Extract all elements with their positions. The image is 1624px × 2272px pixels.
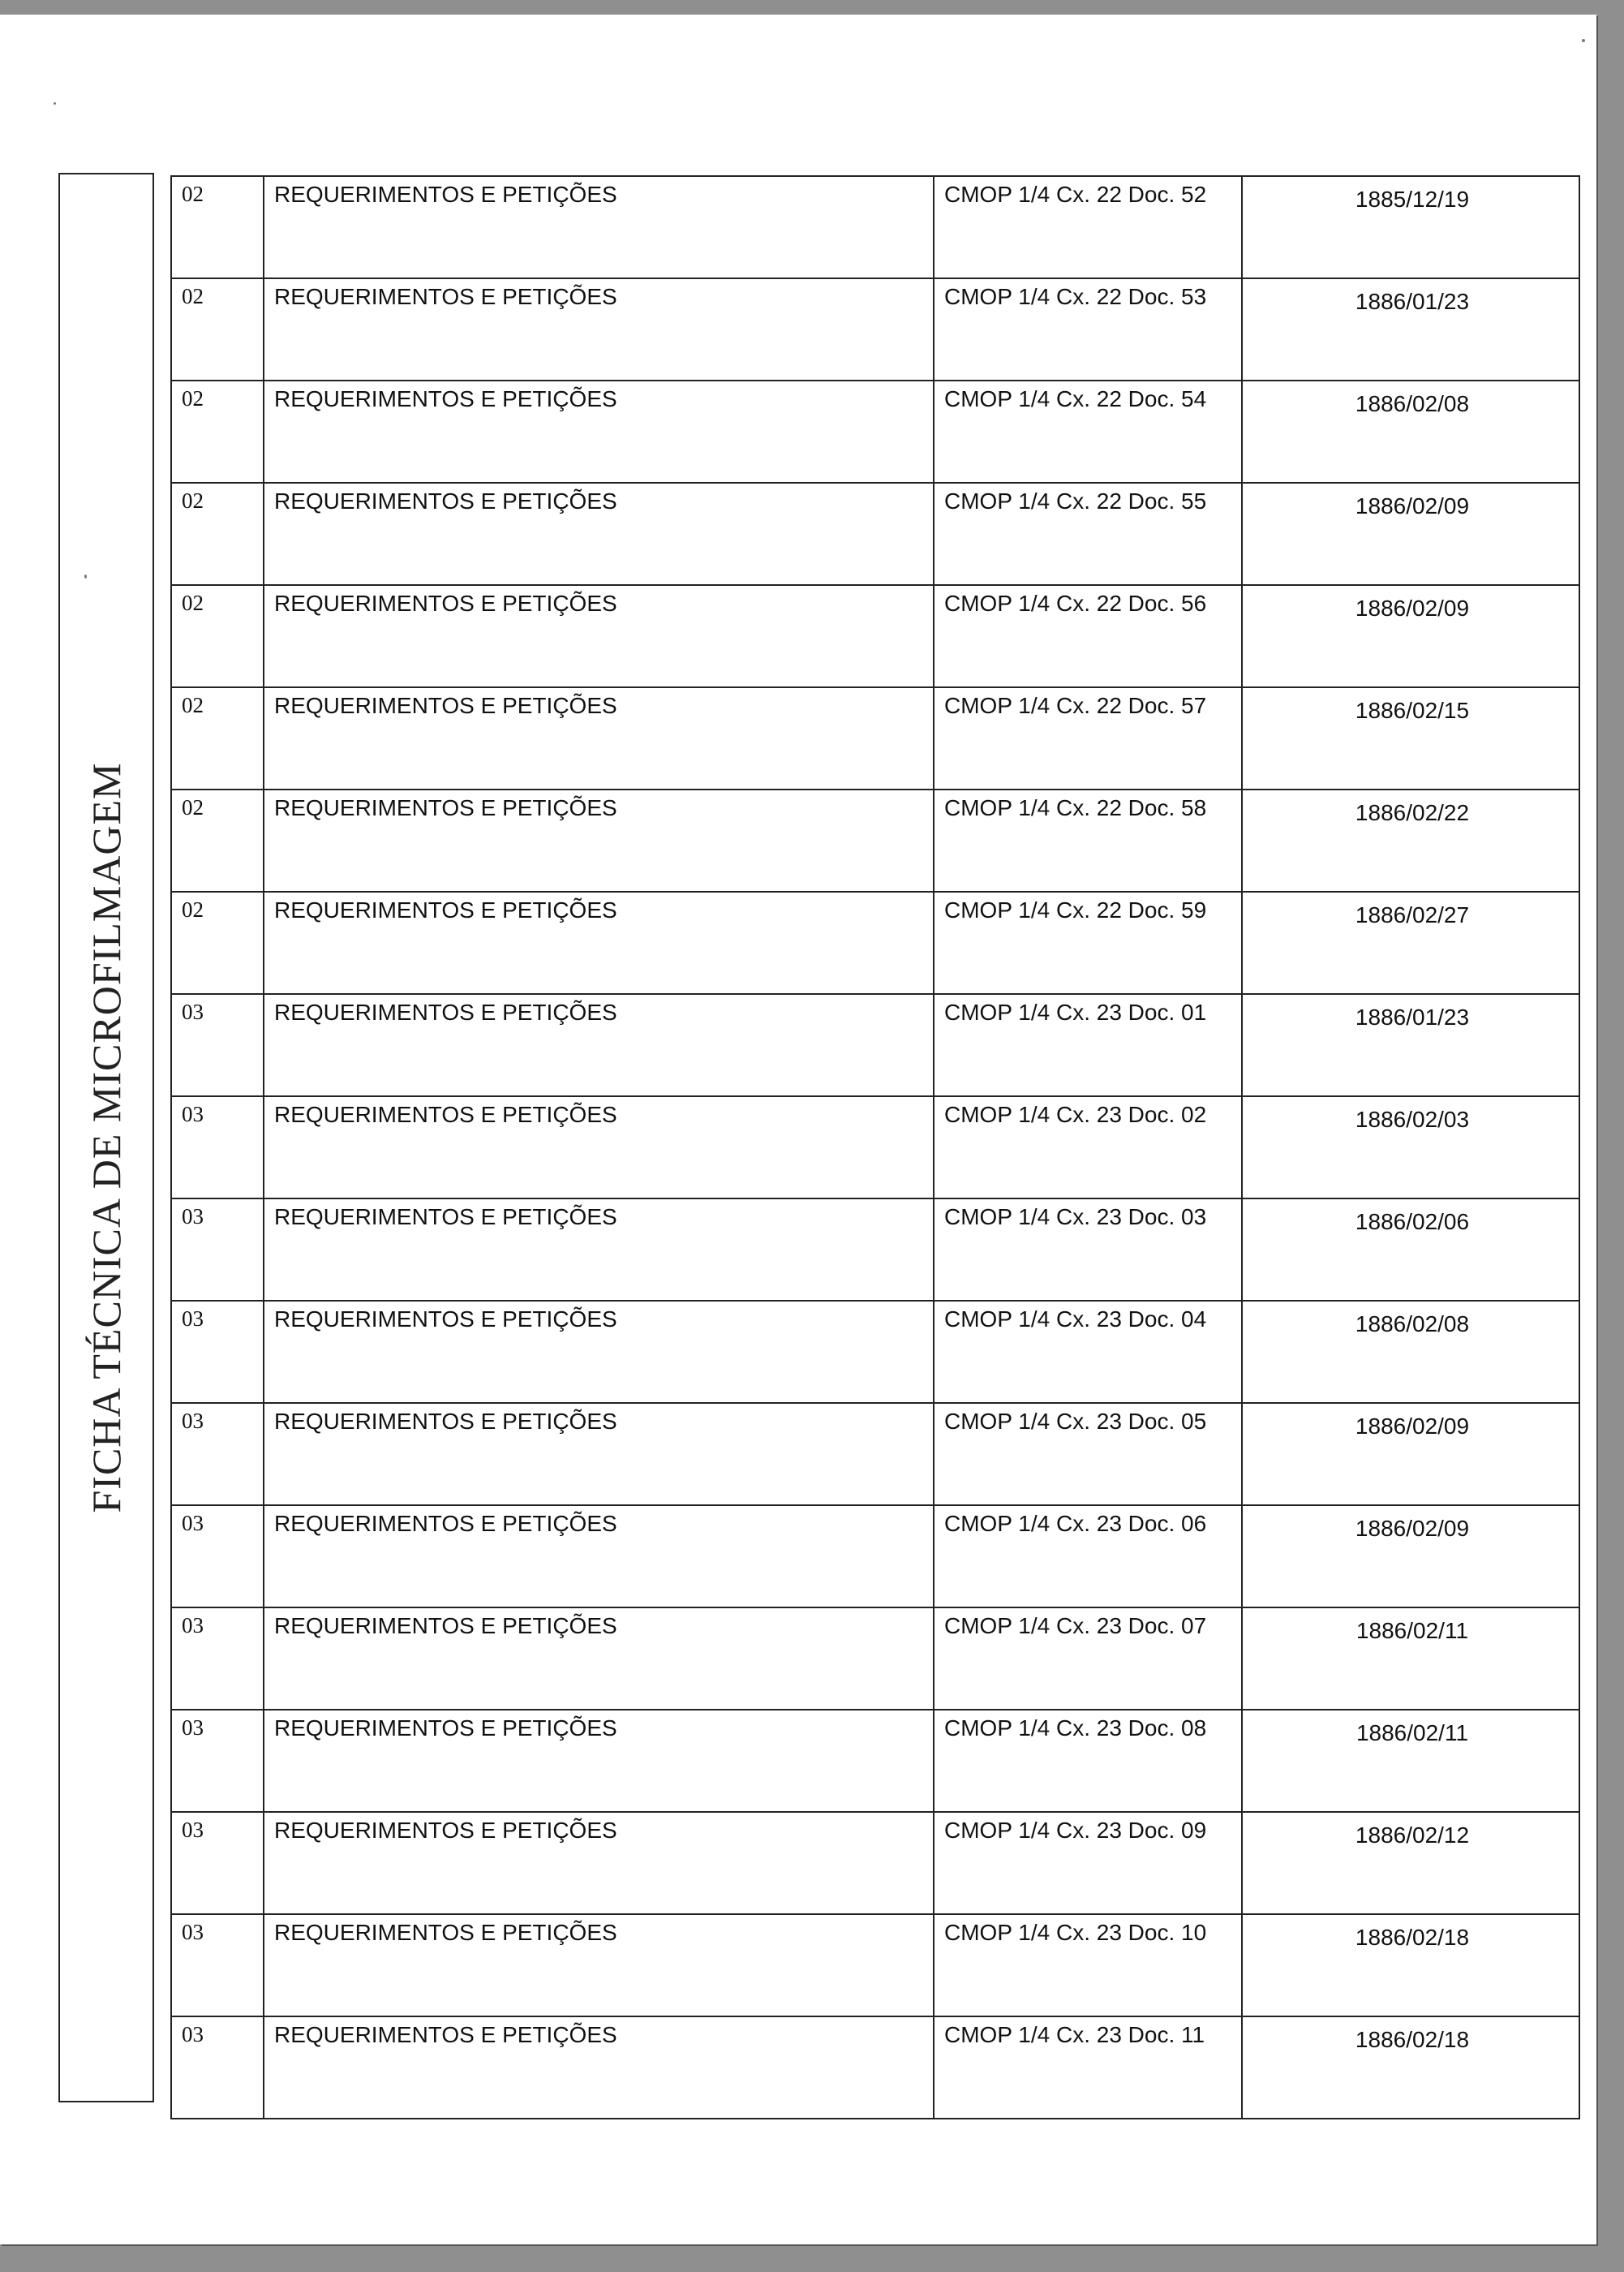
document-type-cell: REQUERIMENTOS E PETIÇÕES xyxy=(264,1403,934,1505)
date-cell: 1886/02/27 xyxy=(1242,892,1579,994)
row-number-cell: 02 xyxy=(171,687,264,790)
scan-speck xyxy=(1582,39,1585,42)
table-row xyxy=(171,1505,1579,1607)
reference-cell: CMOP 1/4 Cx. 23 Doc. 03 xyxy=(934,1198,1242,1301)
reference-cell: CMOP 1/4 Cx. 22 Doc. 59 xyxy=(934,892,1242,994)
document-type-cell: REQUERIMENTOS E PETIÇÕES xyxy=(264,176,934,278)
table-row xyxy=(171,483,1579,585)
row-number-cell: 03 xyxy=(171,1096,264,1198)
date-cell: 1886/01/23 xyxy=(1242,994,1579,1096)
date-cell: 1886/02/11 xyxy=(1242,1607,1579,1710)
date-cell: 1886/02/12 xyxy=(1242,1812,1579,1914)
table-row xyxy=(171,1812,1579,1914)
document-type-cell: REQUERIMENTOS E PETIÇÕES xyxy=(264,1607,934,1710)
row-number-cell: 03 xyxy=(171,1812,264,1914)
reference-cell: CMOP 1/4 Cx. 23 Doc. 06 xyxy=(934,1505,1242,1607)
row-number-cell: 03 xyxy=(171,1710,264,1812)
date-cell: 1885/12/19 xyxy=(1242,176,1579,278)
table-row xyxy=(171,585,1579,687)
row-number-cell: 02 xyxy=(171,176,264,278)
table-row xyxy=(171,687,1579,790)
row-number-cell: 03 xyxy=(171,1301,264,1403)
scan-speck xyxy=(84,574,87,579)
reference-cell: CMOP 1/4 Cx. 23 Doc. 10 xyxy=(934,1914,1242,2016)
row-number-cell: 03 xyxy=(171,1505,264,1607)
table-row xyxy=(171,1914,1579,2016)
document-type-cell: REQUERIMENTOS E PETIÇÕES xyxy=(264,1710,934,1812)
row-number-cell: 03 xyxy=(171,1607,264,1710)
row-number-cell: 03 xyxy=(171,1914,264,2016)
row-number-cell: 02 xyxy=(171,790,264,892)
document-type-cell: REQUERIMENTOS E PETIÇÕES xyxy=(264,892,934,994)
document-type-cell: REQUERIMENTOS E PETIÇÕES xyxy=(264,994,934,1096)
date-cell: 1886/02/08 xyxy=(1242,381,1579,483)
row-number-cell: 02 xyxy=(171,381,264,483)
date-cell: 1886/02/11 xyxy=(1242,1710,1579,1812)
date-cell: 1886/02/15 xyxy=(1242,687,1579,790)
reference-cell: CMOP 1/4 Cx. 22 Doc. 52 xyxy=(934,176,1242,278)
document-type-cell: REQUERIMENTOS E PETIÇÕES xyxy=(264,790,934,892)
document-table-body xyxy=(171,176,1579,2119)
row-number-cell: 02 xyxy=(171,278,264,381)
document-type-cell: REQUERIMENTOS E PETIÇÕES xyxy=(264,585,934,687)
row-number-cell: 03 xyxy=(171,2016,264,2119)
reference-cell: CMOP 1/4 Cx. 23 Doc. 04 xyxy=(934,1301,1242,1403)
date-cell: 1886/01/23 xyxy=(1242,278,1579,381)
side-label-box xyxy=(58,173,154,2102)
reference-cell: CMOP 1/4 Cx. 22 Doc. 53 xyxy=(934,278,1242,381)
table-row xyxy=(171,790,1579,892)
scanned-page xyxy=(0,15,1596,2244)
reference-cell: CMOP 1/4 Cx. 22 Doc. 58 xyxy=(934,790,1242,892)
reference-cell: CMOP 1/4 Cx. 22 Doc. 54 xyxy=(934,381,1242,483)
date-cell: 1886/02/03 xyxy=(1242,1096,1579,1198)
document-type-cell: REQUERIMENTOS E PETIÇÕES xyxy=(264,1812,934,1914)
reference-cell: CMOP 1/4 Cx. 23 Doc. 08 xyxy=(934,1710,1242,1812)
reference-cell: CMOP 1/4 Cx. 22 Doc. 56 xyxy=(934,585,1242,687)
table-row xyxy=(171,2016,1579,2119)
reference-cell: CMOP 1/4 Cx. 22 Doc. 57 xyxy=(934,687,1242,790)
date-cell: 1886/02/09 xyxy=(1242,585,1579,687)
document-type-cell: REQUERIMENTOS E PETIÇÕES xyxy=(264,381,934,483)
table-row xyxy=(171,176,1579,278)
row-number-cell: 02 xyxy=(171,892,264,994)
row-number-cell: 03 xyxy=(171,1403,264,1505)
reference-cell: CMOP 1/4 Cx. 23 Doc. 05 xyxy=(934,1403,1242,1505)
table-row xyxy=(171,1096,1579,1198)
reference-cell: CMOP 1/4 Cx. 23 Doc. 02 xyxy=(934,1096,1242,1198)
date-cell: 1886/02/22 xyxy=(1242,790,1579,892)
table-row xyxy=(171,1198,1579,1301)
row-number-cell: 03 xyxy=(171,1198,264,1301)
table-row xyxy=(171,892,1579,994)
table-row xyxy=(171,1403,1579,1505)
document-type-cell: REQUERIMENTOS E PETIÇÕES xyxy=(264,483,934,585)
date-cell: 1886/02/06 xyxy=(1242,1198,1579,1301)
table-row xyxy=(171,994,1579,1096)
table-row xyxy=(171,278,1579,381)
date-cell: 1886/02/08 xyxy=(1242,1301,1579,1403)
document-type-cell: REQUERIMENTOS E PETIÇÕES xyxy=(264,1505,934,1607)
document-type-cell: REQUERIMENTOS E PETIÇÕES xyxy=(264,1914,934,2016)
row-number-cell: 03 xyxy=(171,994,264,1096)
row-number-cell: 02 xyxy=(171,585,264,687)
document-type-cell: REQUERIMENTOS E PETIÇÕES xyxy=(264,1096,934,1198)
document-type-cell: REQUERIMENTOS E PETIÇÕES xyxy=(264,278,934,381)
document-type-cell: REQUERIMENTOS E PETIÇÕES xyxy=(264,687,934,790)
table-row xyxy=(171,1710,1579,1812)
document-type-cell: REQUERIMENTOS E PETIÇÕES xyxy=(264,1301,934,1403)
date-cell: 1886/02/18 xyxy=(1242,2016,1579,2119)
date-cell: 1886/02/09 xyxy=(1242,1403,1579,1505)
row-number-cell: 02 xyxy=(171,483,264,585)
document-type-cell: REQUERIMENTOS E PETIÇÕES xyxy=(264,2016,934,2119)
document-table xyxy=(170,175,1580,2119)
table-row xyxy=(171,1607,1579,1710)
document-type-cell: REQUERIMENTOS E PETIÇÕES xyxy=(264,1198,934,1301)
table-row xyxy=(171,381,1579,483)
reference-cell: CMOP 1/4 Cx. 23 Doc. 07 xyxy=(934,1607,1242,1710)
date-cell: 1886/02/09 xyxy=(1242,1505,1579,1607)
scan-speck xyxy=(54,102,56,105)
reference-cell: CMOP 1/4 Cx. 23 Doc. 09 xyxy=(934,1812,1242,1914)
side-label: FICHA TÉCNICA DE MICROFILMAGEM xyxy=(84,762,129,1513)
date-cell: 1886/02/09 xyxy=(1242,483,1579,585)
reference-cell: CMOP 1/4 Cx. 23 Doc. 01 xyxy=(934,994,1242,1096)
reference-cell: CMOP 1/4 Cx. 22 Doc. 55 xyxy=(934,483,1242,585)
reference-cell: CMOP 1/4 Cx. 23 Doc. 11 xyxy=(934,2016,1242,2119)
table-row xyxy=(171,1301,1579,1403)
date-cell: 1886/02/18 xyxy=(1242,1914,1579,2016)
